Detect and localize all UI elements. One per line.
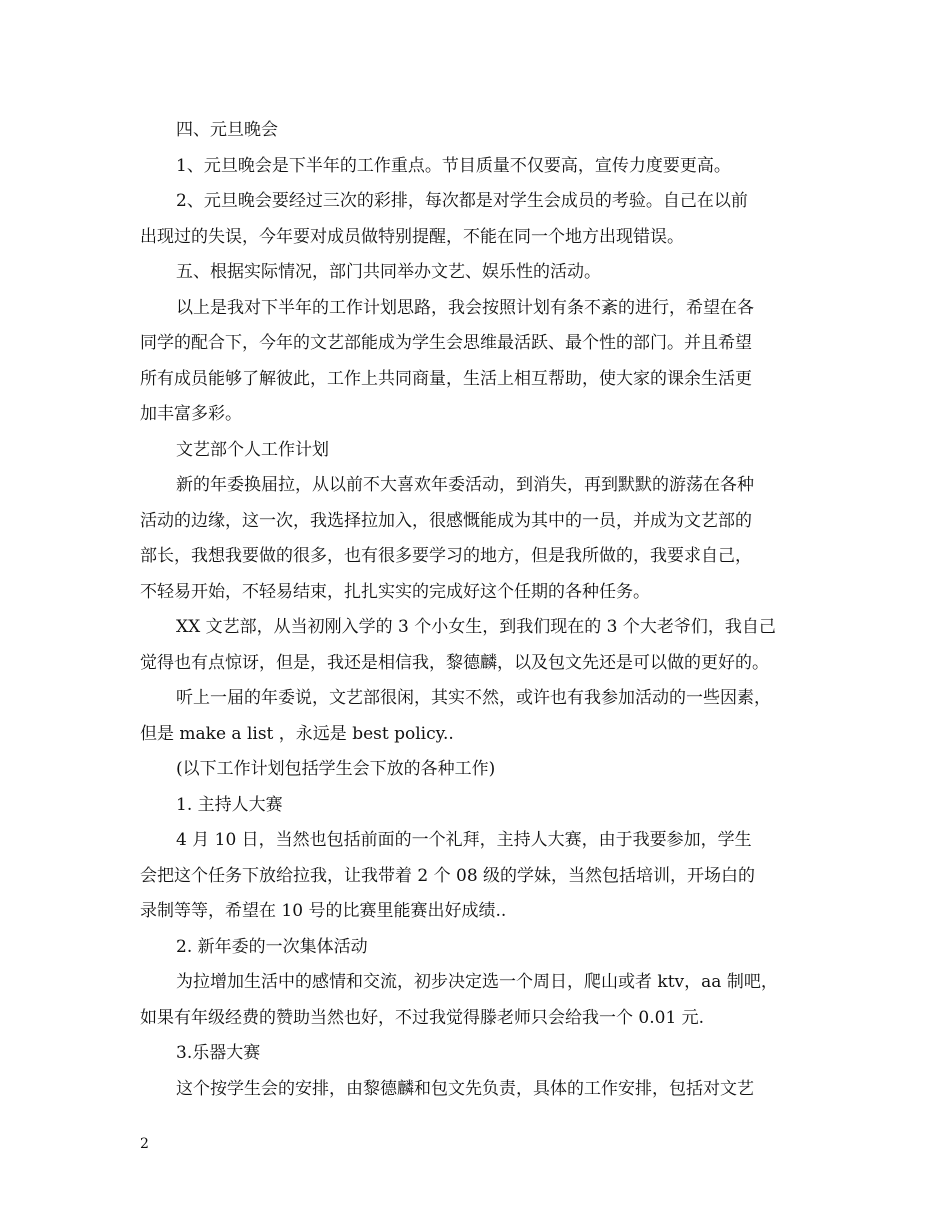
text-line: 出现过的失误，今年要对成员做特别提醒，不能在同一个地方出现错误。 [140,226,684,247]
text-line: 听上一届的年委说，文艺部很闲，其实不然，或许也有我参加活动的一些因素， [176,688,771,708]
text-line: 以上是我对下半年的工作计划思路，我会按照计划有条不紊的进行，希望在各 [176,297,754,318]
text-line: 觉得也有点惊讶，但是，我还是相信我，黎德麟，以及包文先还是可以做的更好的。 [140,652,769,673]
text-line: 但是 make a list ，永远是 best policy.. [140,723,454,744]
text-line: 4 月 10 日，当然也包括前面的一个礼拜，主持人大赛，由于我要参加，学生 [176,830,752,850]
text-line: 部长，我想我要做的很多，也有很多要学习的地方，但是我所做的，我要求自己， [140,546,752,566]
text-line: 同学的配合下，今年的文艺部能成为学生会思维最活跃、最个性的部门。并且希望 [140,333,752,353]
text-line: 录制等等，希望在 10 号的比赛里能赛出好成绩.. [140,901,507,921]
text-line: 文艺部个人工作计划 [176,439,329,460]
text-line: 3.乐器大赛 [176,1043,261,1063]
text-line: 1. 主持人大赛 [176,794,283,815]
text-line: 新的年委换届拉，从以前不大喜欢年委活动，到消失，再到默默的游荡在各种 [176,475,754,495]
text-line: 不轻易开始，不轻易结束，扎扎实实的完成好这个任期的各种任务。 [140,581,650,602]
text-line: 加丰富多彩。 [140,404,242,424]
text-line: 会把这个任务下放给拉我，让我带着 2 个 08 级的学妹，当然包括培训，开场白的 [140,865,756,886]
text-line: 五、根据实际情况，部门共同举办文艺、娱乐性的活动。 [176,262,601,282]
text-line: 1、元旦晚会是下半年的工作重点。节目质量不仅要高，宣传力度要更高。 [176,155,731,176]
text-line: 活动的边缘，这一次，我选择拉加入，很感慨能成为其中的一员，并成为文艺部的 [140,510,752,531]
text-line: 2. 新年委的一次集体活动 [176,936,368,957]
text-line: XX 文艺部，从当初刚入学的 3 个小女生，到我们现在的 3 个大老爷们，我自己 [176,617,776,637]
text-line: 2、元旦晚会要经过三次的彩排，每次都是对学生会成员的考验。自己在以前 [176,191,748,211]
text-line: 为拉增加生活中的感情和交流，初步决定选一个周日，爬山或者 ktv，aa 制吧， [176,972,778,992]
text-line: 所有成员能够了解彼此，工作上共同商量，生活上相互帮助，使大家的课余生活更 [140,368,752,389]
text-line: 四、元旦晚会 [176,120,278,140]
text-line: 这个按学生会的安排，由黎德麟和包文先负责，具体的工作安排，包括对文艺 [176,1078,754,1099]
text-line: (以下工作计划包括学生会下放的各种工作) [176,759,496,779]
body-text [140,113,812,1107]
page-number: 2 [140,1136,149,1152]
text-line: 如果有年级经费的赞助当然也好，不过我觉得滕老师只会给我一个 0.01 元. [140,1007,705,1028]
